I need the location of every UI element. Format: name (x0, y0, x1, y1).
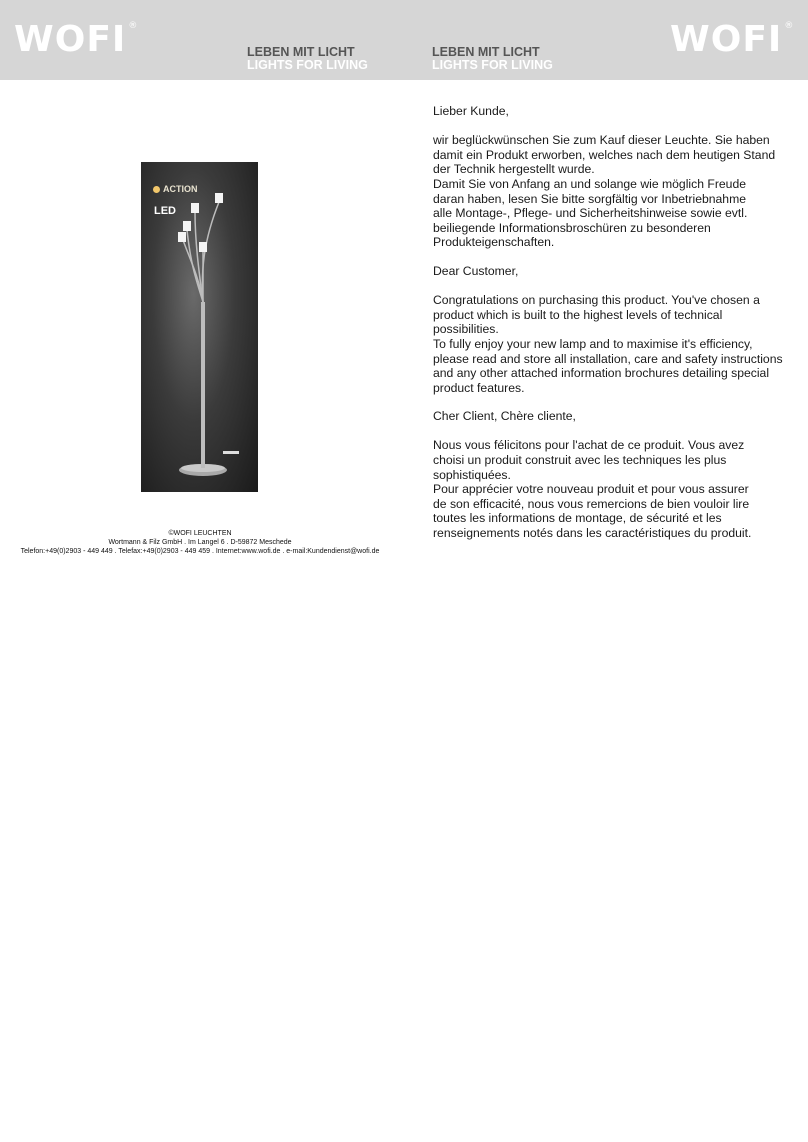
german-line: daran haben, lesen Sie bitte sorgfältig vor Inbetriebnahme (433, 191, 747, 206)
german-greeting: Lieber Kunde, (433, 104, 509, 118)
german-line: damit ein Produkt erworben, welches nach dem heutigen Stand (433, 147, 776, 162)
german-line: Produkteigenschaften. (433, 235, 555, 250)
registered-mark: ® (128, 21, 139, 31)
wofi-logo-left (14, 19, 139, 60)
german-line: alle Montage-, Pflege- und Sicherheitshinweise sowie evtl. (433, 206, 748, 221)
tagline-english: LIGHTS FOR LIVING (247, 58, 368, 72)
english-line: product features. (433, 380, 525, 395)
french-section (433, 409, 803, 540)
english-line: please read and store all installation, care and safety instructions (433, 351, 783, 366)
footer-contact: Telefon:+49(0)2903 - 449 449 . Telefax:+49(0)2903 - 449 459 . Internet:www.wofi.de . e-mail:Kundendienst@wofi.de (20, 548, 380, 555)
product-photo (141, 162, 258, 492)
brand-name: WOFI (670, 19, 783, 60)
german-line: wir beglückwünschen Sie zum Kauf dieser Leuchte. Sie haben (433, 133, 770, 148)
action-badge (153, 184, 198, 194)
german-line: der Technik hergestellt wurde. (433, 162, 595, 177)
german-line: Damit Sie von Anfang an und solange wie möglich Freude (433, 176, 747, 191)
french-line: de son efficacité, nous vous remercions de bien vouloir lire (433, 496, 750, 511)
english-line: To fully enjoy your new lamp and to maximise it's efficiency, (433, 336, 753, 351)
french-line: sophistiquées. (433, 467, 511, 482)
english-line: possibilities. (433, 322, 499, 337)
company-footer (0, 529, 400, 556)
english-section (433, 264, 803, 395)
brand-name: WOFI (14, 19, 127, 60)
english-line: Congratulations on purchasing this product. You've chosen a (433, 293, 760, 308)
registered-mark: ® (784, 21, 795, 31)
german-section (433, 104, 803, 250)
french-line: toutes les informations de montage, de sécurité et les (433, 511, 722, 526)
english-line: and any other attached information brochures detailing special (433, 366, 770, 381)
action-badge-label: ACTION (163, 184, 198, 194)
tagline-german: LEBEN MIT LICHT (247, 45, 355, 59)
tagline-german: LEBEN MIT LICHT (432, 45, 540, 59)
french-line: Pour apprécier votre nouveau produit et pour vous assurer (433, 482, 749, 497)
french-line: renseignements notés dans les caractéristiques du produit. (433, 526, 752, 541)
tagline-left (247, 46, 368, 72)
header-bar (0, 0, 808, 80)
footer-copyright: ©WOFI LEUCHTEN (168, 530, 232, 537)
french-greeting: Cher Client, Chère cliente, (433, 409, 576, 424)
german-line: beiliegende Informationsbroschüren zu besonderen (433, 220, 711, 235)
english-line: product which is built to the highest levels of technical (433, 307, 723, 322)
led-label: LED (154, 205, 176, 217)
wofi-logo-right (670, 19, 795, 60)
sun-icon (153, 186, 160, 193)
footer-address: Wortmann & Filz GmbH . Im Langel 6 . D-59872 Meschede (108, 539, 292, 546)
tagline-right (432, 46, 553, 72)
english-greeting: Dear Customer, (433, 263, 519, 278)
tagline-english: LIGHTS FOR LIVING (432, 58, 553, 72)
french-line: choisi un produit construit avec les techniques les plus (433, 453, 727, 468)
customer-letter (433, 104, 803, 555)
french-line: Nous vous félicitons pour l'achat de ce produit. Vous avez (433, 438, 745, 453)
